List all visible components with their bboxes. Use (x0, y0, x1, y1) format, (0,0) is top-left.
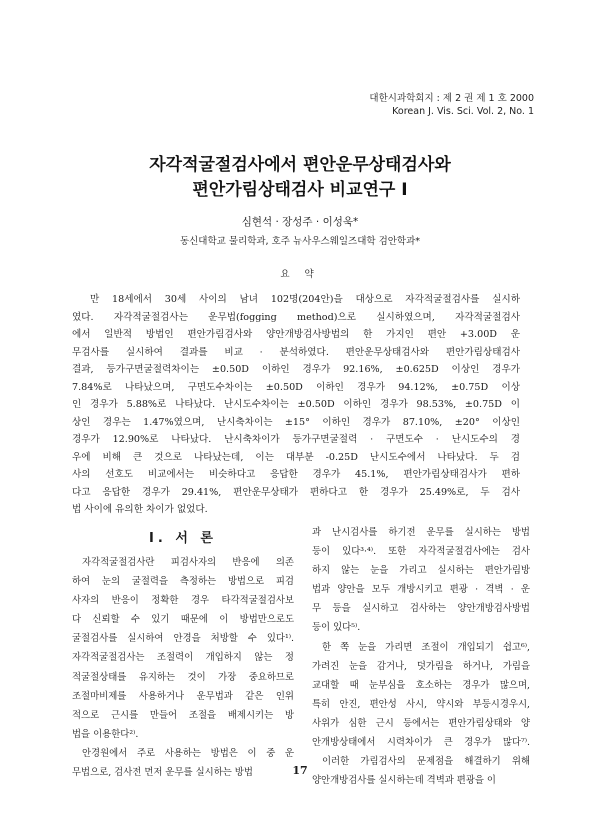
journal-citation-english: Korean J. Vis. Sci. Vol. 2, No. 1 (392, 106, 534, 117)
text-line: 사의 선호도 비교에서는 비슷하다고 응답한 경우가 45.1%, 편안가림상태검사가 편하 (72, 469, 520, 480)
page-number: 17 (292, 764, 308, 777)
text-line: 적굴절상태를 유지하는 것이 가장 중요하므로 (72, 671, 294, 683)
text-line: 굴절검사를 실시하여 안경을 처방할 수 있다¹⁾. (72, 633, 294, 645)
text-line: 등이 있다³·⁴⁾. 또한 자각적굴절검사에는 검사 (312, 546, 530, 558)
text-line: 양안개방검사를 실시하는데 격벽과 편광을 이 (312, 775, 496, 787)
text-line: 안경원에서 주로 사용하는 방법은 이 중 운 (82, 747, 294, 759)
text-line: 법과 양안을 모두 개방시키고 편광 · 격벽 · 운 (312, 584, 530, 596)
text-line: 상인 경우는 1.47%였으며, 난시축차이는 ±15° 이하인 경우가 87.10%, ±20° 이상인 (72, 416, 520, 428)
text-line: 하여 눈의 굴절력을 측정하는 방법으로 피검 (72, 576, 294, 588)
text-line: 우에 비해 큰 것으로 나타났는데, 이는 대부분 -0.25D 난시도수에서 나타났다. 두 검 (72, 451, 520, 463)
section-heading-introduction: I. 서 론 (149, 531, 217, 546)
paper-title-line2: 편안가림상태검사 비교연구 I (192, 180, 408, 200)
text-line: 특히 안진, 편안성 사시, 약시와 부등시경우시, (312, 698, 530, 710)
text-line: 법 사이에 유의한 차이가 없었다. (72, 504, 208, 515)
text-line: 무 등을 실시하고 검사하는 양안개방검사방법 (312, 603, 530, 615)
author-list: 심현석 · 장성주 · 이성욱* (241, 216, 359, 228)
text-line: 법을 이용한다²⁾. (72, 728, 139, 740)
text-line: 였다. 자각적굴절검사는 운무법(fogging method)으로 실시하였으며, 자각적굴절검사 (72, 311, 520, 323)
text-line: 7.84%로 나타났으며, 구면도수차이는 ±0.50D 이하인 경우가 94.12%, ±0.75D 이상 (72, 381, 520, 393)
text-line: 자각적굴절검사는 조절력이 개입하지 않는 정 (72, 652, 294, 664)
text-line: 결과, 등가구면굴절력차이는 ±0.50D 이하인 경우가 92.16%, ±0.625D 이상인 경우가 (72, 364, 520, 375)
text-line: 무법으로, 검사전 먼저 운무를 실시하는 방법 (72, 767, 253, 779)
text-line: 적으로 근시를 만들어 조절을 배제시키는 방 (72, 709, 294, 721)
text-line: 등이 있다⁵⁾. (312, 622, 361, 634)
text-line: 무검사를 실시하여 결과를 비교 · 분석하였다. 편안운무상태검사와 편안가림상태검사 (72, 346, 520, 358)
text-line: 자각적굴절검사란 피검사자의 반응에 의존 (82, 557, 294, 568)
text-line: 이러한 가림검사의 문제점을 해결하기 위해 (322, 756, 530, 768)
text-line: 인 경우가 5.88%로 나타났다. 난시도수차이는 ±0.50D 이하인 경우가 98.53%, ±0.75D 이 (72, 399, 520, 410)
text-line: 한 쪽 눈을 가리면 조절이 개입되기 쉽고⁶⁾, (322, 641, 530, 653)
text-line: 조절마비제를 사용하거나 운무법과 같은 인위 (72, 690, 294, 702)
text-line: 다고 응답한 경우가 29.41%, 편안운무상태가 편하다고 한 경우가 25.49%로, 두 검사 (72, 486, 520, 498)
text-line: 사위가 심한 근시 등에서는 편안가림상태와 양 (312, 717, 530, 729)
paper-title-line1: 자각적굴절검사에서 편안운무상태검사와 (149, 155, 451, 175)
body-column-right (312, 523, 530, 790)
journal-citation-korean: 대한시과학회지 : 제 2 권 제 1 호 2000 (369, 93, 534, 104)
text-line: 사자의 반응이 정확한 경우 타각적굴절검사보 (72, 595, 294, 607)
body-column-left (72, 553, 294, 782)
abstract-heading: 요 약 (280, 269, 320, 280)
text-line: 경우가 12.90%로 나타났다. 난시축차이가 등가구면굴절력 · 구면도수 · 난시도수의 경 (72, 434, 520, 445)
author-affiliation: 동신대학교 물리학과, 호주 뉴사우스웨일즈대학 검안학과* (179, 236, 421, 247)
text-line: 에서 일반적 방법인 편안가림검사와 양안개방검사방법의 한 가지인 편안 +3.00D 운 (72, 329, 520, 340)
abstract-body (72, 291, 520, 519)
text-line: 다 신뢰할 수 있기 때문에 이 방법만으로도 (72, 614, 294, 626)
text-line: 안개방상태에서 시력차이가 큰 경우가 많다⁷⁾. (312, 737, 530, 749)
text-line: 과 난시검사를 하기전 운무를 실시하는 방법 (312, 527, 530, 538)
text-line: 하지 않는 눈을 가리고 실시하는 편안가림방 (312, 565, 530, 577)
text-line: 가려진 눈을 감거나, 덧가림을 하거나, 가림을 (312, 660, 530, 672)
text-line: 교대할 때 눈부심을 호소하는 경우가 많으며, (312, 679, 530, 691)
text-line: 만 18세에서 30세 사이의 남녀 102명(204안)을 대상으로 자각적굴절검사를 실시하 (90, 294, 520, 305)
